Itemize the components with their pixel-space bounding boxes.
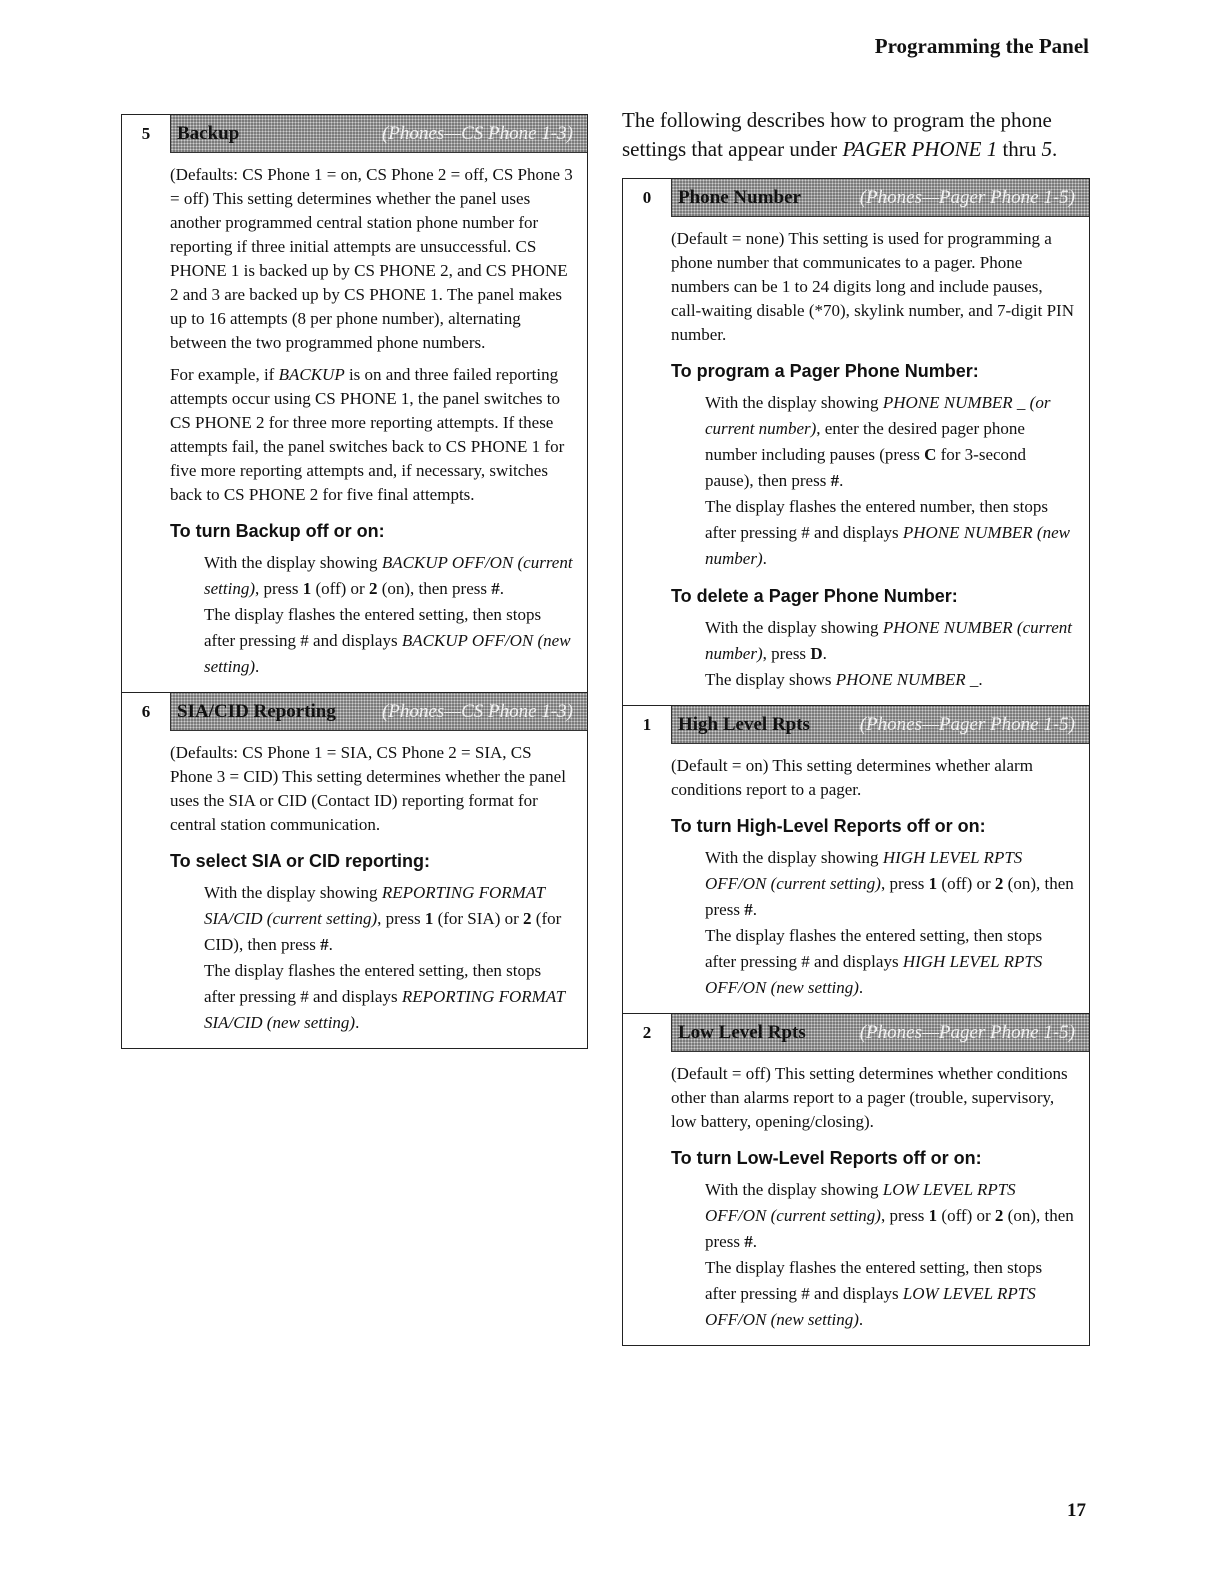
key-label: #	[491, 579, 500, 598]
text: (off) or	[937, 1206, 995, 1225]
page-number: 17	[1067, 1500, 1086, 1521]
display-text: LOW LEVEL RPTS OFF/ON (new setting)	[705, 1284, 1036, 1329]
procedure-step	[204, 958, 575, 1036]
text: .	[1052, 137, 1058, 161]
text: The display flashes the entered setting, then stops after pressing # and displays	[204, 605, 542, 650]
text: The display flashes the entered number, then stops after pressing # and displays	[705, 497, 1049, 542]
section-body	[623, 1052, 1089, 1345]
text: .	[858, 1310, 864, 1329]
section-title-band	[671, 1014, 1089, 1052]
procedure-heading: To turn Backup off or on:	[170, 521, 385, 541]
section-title-band	[671, 179, 1089, 217]
procedure-step	[705, 615, 1077, 667]
text: , press	[880, 1206, 929, 1225]
text: The following describes how to program the phone settings that appear under	[622, 108, 1052, 161]
key-label: 1	[424, 909, 434, 928]
display-text: REPORTING FORMAT SIA/CID (current setting)	[204, 883, 545, 928]
procedure-step	[705, 1255, 1077, 1333]
display-text: PHONE NUMBER (current number)	[705, 618, 1072, 663]
section-body	[623, 217, 1089, 705]
display-text: PHONE NUMBER (new number)	[705, 523, 1070, 568]
right-column	[622, 106, 1090, 1346]
text: for 3-second pause), then press	[705, 445, 1027, 490]
key-label: #	[320, 935, 329, 954]
section-header	[623, 706, 1089, 744]
section-number: 5	[122, 115, 170, 153]
text: (for CID), then press	[204, 909, 562, 954]
procedure-heading: To turn Low-Level Reports off or on:	[671, 1148, 982, 1168]
text: .	[499, 579, 504, 598]
section-title-band	[170, 115, 587, 153]
description-paragraph: (Default = on) This setting determines whether alarm conditions report to a pager.	[671, 756, 1033, 799]
text: .	[752, 1232, 757, 1251]
text: .	[328, 935, 333, 954]
key-label: 2	[368, 579, 378, 598]
section-menu-path: (Phones—Pager Phone 1-5)	[859, 186, 1075, 208]
text: (off) or	[937, 874, 995, 893]
description-paragraph: (Default = none) This setting is used for programming a phone number that communicates to a pager. Phone numbers can be 1 to 24 digits long and include pauses, call-waiting disable (*70), skylink number, and 7-digit PIN number.	[671, 229, 1074, 344]
setting-name: BACKUP	[278, 365, 345, 384]
intro-paragraph	[622, 106, 1090, 164]
key-label: #	[830, 471, 840, 490]
text: (for SIA) or	[433, 909, 524, 928]
text: , press	[377, 909, 425, 928]
section-header	[122, 693, 587, 731]
text: (off) or	[311, 579, 369, 598]
display-text: REPORTING FORMAT SIA/CID (new setting)	[204, 987, 565, 1032]
text: .	[762, 549, 767, 568]
text: The display flashes the entered setting, then stops after pressing # and displays	[705, 926, 1043, 971]
text: (on), then press	[705, 874, 1074, 919]
section-body	[122, 731, 587, 1048]
section-number: 6	[122, 693, 170, 731]
description-paragraph: (Defaults: CS Phone 1 = on, CS Phone 2 = off, CS Phone 3 = off) This setting determines whether the panel uses another programmed central station phone number for reporting if three initial attempts are unsuccessful. CS PHONE 1 is backed up by CS PHONE 2, and CS PHONE 2 and 3 are backed up by CS PHONE 1. The panel makes up to 16 attempts (8 per phone number), alternating between the two programmed phone numbers.	[170, 165, 573, 352]
section-sia-cid-reporting	[121, 693, 588, 1049]
key-label: 2	[523, 909, 532, 928]
section-header	[623, 179, 1089, 217]
text: With the display showing	[705, 393, 883, 412]
section-number: 1	[623, 706, 671, 744]
text: (on), then press	[377, 579, 492, 598]
key-label: #	[744, 1232, 753, 1251]
section-high-level-rpts	[622, 706, 1090, 1014]
key-label: #	[744, 900, 753, 919]
procedure-step	[705, 494, 1077, 572]
section-title: SIA/CID Reporting	[177, 700, 336, 722]
procedure-step	[705, 923, 1077, 1001]
section-title-band	[170, 693, 587, 731]
key-label: C	[924, 445, 937, 464]
section-low-level-rpts	[622, 1014, 1090, 1346]
procedure-step	[204, 880, 575, 958]
display-text: BACKUP OFF/ON (new setting)	[204, 631, 571, 676]
section-title: Backup	[177, 122, 240, 144]
menu-name: 5	[1041, 137, 1053, 161]
section-title: Phone Number	[678, 186, 801, 208]
section-header	[122, 115, 587, 153]
section-backup	[121, 114, 588, 693]
example-paragraph	[170, 363, 575, 507]
display-text: HIGH LEVEL RPTS OFF/ON (current setting)	[705, 848, 1023, 893]
text: The display flashes the entered setting, then stops after pressing # and displays	[204, 961, 542, 1006]
text: .	[839, 471, 844, 490]
procedure-heading: To turn High-Level Reports off or on:	[671, 816, 986, 836]
text: .	[255, 657, 260, 676]
display-text: PHONE NUMBER _	[835, 670, 979, 689]
text: .	[822, 644, 827, 663]
section-header	[623, 1014, 1089, 1052]
display-text: BACKUP OFF/ON (current setting)	[204, 553, 573, 598]
section-title: Low Level Rpts	[678, 1021, 806, 1043]
procedure-step	[204, 602, 575, 680]
text: .	[752, 900, 757, 919]
text: With the display showing	[204, 553, 382, 572]
text: thru	[997, 137, 1042, 161]
section-menu-path: (Phones—Pager Phone 1-5)	[859, 713, 1075, 735]
menu-name: PAGER PHONE 1	[842, 137, 998, 161]
description-paragraph: (Defaults: CS Phone 1 = SIA, CS Phone 2 = SIA, CS Phone 3 = CID) This setting determines whether the panel uses the SIA or CID (Contact ID) reporting format for central station communication.	[170, 743, 566, 834]
procedure-step	[705, 1177, 1077, 1255]
section-phone-number	[622, 178, 1090, 706]
left-column	[121, 114, 588, 1049]
text: With the display showing	[204, 883, 382, 902]
display-text: HIGH LEVEL RPTS OFF/ON (new setting)	[705, 952, 1043, 997]
text: .	[978, 670, 983, 689]
key-label: 2	[994, 1206, 1004, 1225]
section-menu-path: (Phones—Pager Phone 1-5)	[859, 1021, 1075, 1043]
procedure-step	[705, 390, 1077, 494]
text: With the display showing	[705, 848, 883, 867]
key-label: 1	[302, 579, 312, 598]
section-menu-path: (Phones—CS Phone 1-3)	[381, 122, 573, 144]
text: With the display showing	[705, 1180, 883, 1199]
text: , enter the desired pager phone number including pauses (press	[705, 419, 1025, 464]
text: For example, if	[170, 365, 279, 384]
section-body	[623, 744, 1089, 1013]
text: .	[355, 1013, 360, 1032]
section-number: 0	[623, 179, 671, 217]
text: The display shows	[705, 670, 836, 689]
section-title-band	[671, 706, 1089, 744]
page-header-title: Programming the Panel	[874, 34, 1089, 58]
procedure-heading: To program a Pager Phone Number:	[671, 361, 979, 381]
key-label: 2	[994, 874, 1004, 893]
text: , press	[255, 579, 303, 598]
description-paragraph: (Default = off) This setting determines whether conditions other than alarms report to a pager (trouble, supervisory, low battery, opening/closing).	[671, 1064, 1068, 1131]
section-menu-path: (Phones—CS Phone 1-3)	[381, 700, 573, 722]
procedure-heading: To select SIA or CID reporting:	[170, 851, 431, 871]
key-label: D	[810, 644, 823, 663]
text: With the display showing	[705, 618, 883, 637]
text: , press	[762, 644, 811, 663]
text: (on), then press	[705, 1206, 1074, 1251]
text: , press	[880, 874, 929, 893]
procedure-heading: To delete a Pager Phone Number:	[671, 586, 958, 606]
text: .	[858, 978, 864, 997]
text: is on and three failed reporting attempts occur using CS PHONE 1, the panel switches to CS PHONE 2 for three more reporting attempts. If these attempts fail, the panel switches back to CS PHONE 1 for five more reporting attempts and, if necessary, switches back to CS PHONE 2 for five final attempts.	[170, 365, 565, 504]
display-text: PHONE NUMBER _ (or current number)	[705, 393, 1051, 438]
section-body	[122, 153, 587, 692]
section-number: 2	[623, 1014, 671, 1052]
text: The display flashes the entered setting, then stops after pressing # and displays	[705, 1258, 1043, 1303]
procedure-step	[705, 845, 1077, 923]
key-label: 1	[928, 1206, 938, 1225]
key-label: 1	[928, 874, 938, 893]
display-text: LOW LEVEL RPTS OFF/ON (current setting)	[705, 1180, 1016, 1225]
procedure-step	[705, 667, 1077, 693]
procedure-step	[204, 550, 575, 602]
section-title: High Level Rpts	[678, 713, 810, 735]
